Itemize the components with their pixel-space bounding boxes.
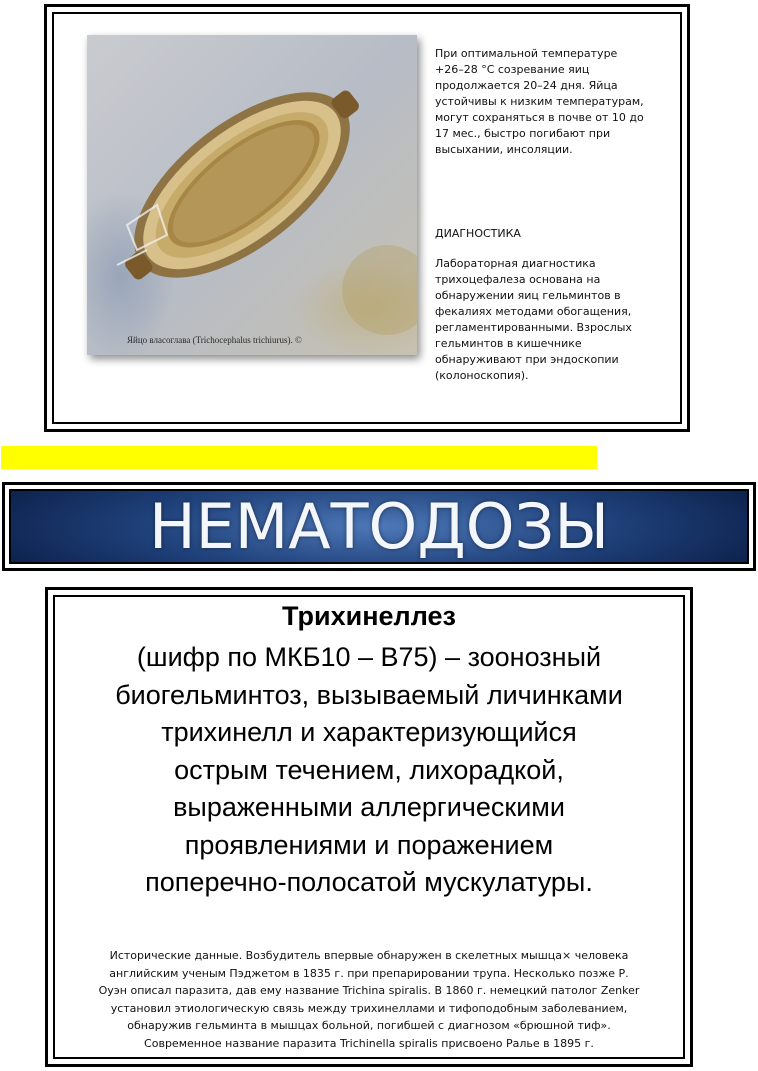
text-line: (шифр по МКБ10 – В75) – зоонозный [136, 642, 602, 672]
text-line: поперечно-полосатой мускулатуры. [145, 867, 593, 897]
incubation-text [435, 46, 675, 158]
text-line: обнаруживают при эндоскопии [435, 353, 619, 366]
text-line: гельминтов в кишечнике [435, 337, 582, 350]
slide-title: Трихинеллез [282, 601, 456, 631]
text-line: +26–28 °С созревание яиц [435, 63, 590, 76]
slide-inner-frame [53, 595, 685, 1059]
text-line: выраженными аллергическими [173, 792, 565, 822]
text-line: При оптимальной температуре [435, 47, 618, 60]
text-line: проявлениями и поражением [184, 829, 554, 860]
text-line: устойчивы к низким температурам, [435, 95, 644, 108]
definition-text [55, 639, 683, 902]
text-line: Исторические данные. Возбудитель впервые обнаружен в скелетных мышца× человека [109, 949, 629, 962]
text-line: установил этиологическую связь между трихинеллами и тифоподобным заболеванием, [110, 1001, 628, 1015]
slide-whipworm [44, 4, 690, 432]
whipworm-egg-image [87, 35, 417, 355]
text-line: могут сохраняться в почве от 10 до [435, 111, 644, 124]
text-line: Оуэн описал паразита, дав ему название Trichina spiralis. В 1860 г. немецкий патолог Zenker [98, 984, 640, 997]
text-line: трихоцефалеза основана на [435, 273, 601, 286]
banner-title: НЕМАТОДОЗЫ [148, 490, 610, 563]
diagnostics-heading: ДИАГНОСТИКА [435, 227, 521, 240]
text-line: регламентированными. Взрослых [435, 321, 632, 334]
text-line: высыхании, инсоляции. [435, 143, 573, 156]
egg-micrograph [87, 35, 417, 355]
yellow-highlight-bar [1, 446, 597, 469]
text-line: острым течением, лихорадкой, [174, 754, 564, 785]
text-line: биогельминтоз, вызываемый личинками [115, 679, 623, 710]
banner-panel [9, 489, 749, 564]
text-line: фекалиях методами обогащения, [435, 305, 632, 318]
text-line: 17 мес., быстро погибают при [435, 127, 611, 140]
text-line: Современное название паразита Trichinella spiralis присвоено Ралье в 1895 г. [144, 1036, 594, 1050]
history-text [55, 947, 683, 1052]
photo-caption: Яйцо власоглава (Trichocephalus trichiurus). © [127, 335, 302, 345]
text-line: Лабораторная диагностика [435, 257, 596, 270]
text-line: обнаружив гельминта в мышцах больной, погибшей с диагнозом «брюшной тиф». [127, 1019, 611, 1032]
text-line: обнаружении яиц гельминтов в [435, 289, 621, 302]
section-banner [2, 482, 756, 571]
text-line: английским ученым Пэджетом в 1835 г. при препарировании трупа. Несколько позже Р. [109, 966, 629, 980]
text-line: (колоноскопия). [435, 369, 529, 382]
slide-trichinellosis [45, 587, 693, 1067]
diagnostics-text [435, 256, 675, 384]
text-line: продолжается 20–24 дня. Яйца [435, 79, 618, 92]
slide-inner-frame [52, 12, 682, 424]
text-line: трихинелл и характеризующийся [161, 717, 577, 747]
